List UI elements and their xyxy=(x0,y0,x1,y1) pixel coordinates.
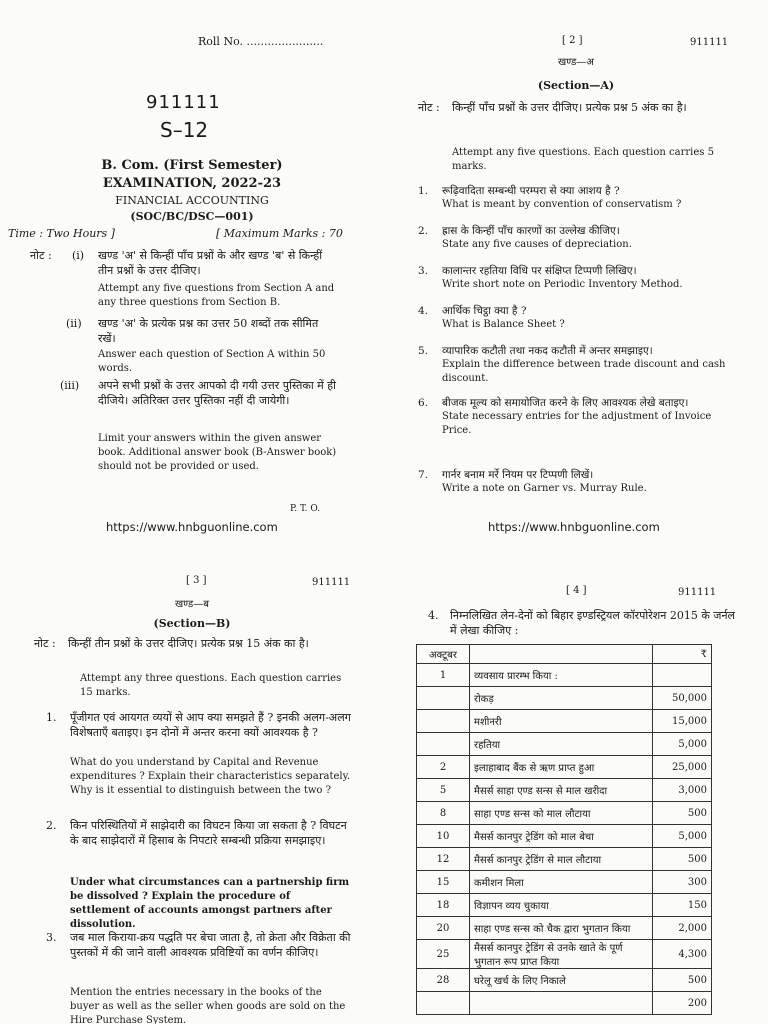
table-row xyxy=(417,871,712,894)
question-english: State any five causes of depreciation. xyxy=(442,239,632,250)
subject-code: (SOC/BC/DSC—001) xyxy=(130,210,254,223)
question-english: State necessary entries for the adjustment of Invoice Price. xyxy=(442,411,712,436)
cell-particulars: साहा एण्ड सन्स को माल लौटाया xyxy=(470,802,653,825)
question-item xyxy=(418,184,728,212)
cell-date: 10 xyxy=(417,825,470,848)
page-1 xyxy=(0,0,384,560)
cell-particulars: कमीशन मिला xyxy=(470,871,653,894)
table-row xyxy=(417,756,712,779)
instruction-number: (iii) xyxy=(60,379,80,392)
cell-amount: 50,000 xyxy=(653,687,712,710)
page-4 xyxy=(384,560,768,1024)
transactions-body xyxy=(417,664,712,1015)
cell-date: 18 xyxy=(417,894,470,917)
question-number: 2. xyxy=(418,225,429,237)
cell-date: 1 xyxy=(417,664,470,687)
question-item xyxy=(418,264,728,292)
course-title: B. Com. (First Semester) xyxy=(101,158,283,173)
question-number: 1. xyxy=(418,185,429,197)
cell-amount: 3,000 xyxy=(653,779,712,802)
cell-particulars: रहतिया xyxy=(470,733,653,756)
cell-amount xyxy=(653,664,712,687)
section-hindi-heading: खण्ड—ब xyxy=(175,599,209,610)
instruction-hindi: खण्ड 'अ' से किन्हीं पाँच प्रश्नों के और खण्ड 'ब' से किन्हीं तीन प्रश्नों के उत्तर दीजिए। xyxy=(98,249,323,277)
table-row xyxy=(417,825,712,848)
cell-particulars: रोकड़ xyxy=(470,687,653,710)
time-allowed: Time : Two Hours ] xyxy=(8,227,115,240)
instruction-english: Limit your answers within the given answer book. Additional answer book (B-Answer book) should not be provided or used. xyxy=(98,433,337,472)
instruction-number: (ii) xyxy=(66,317,82,330)
question-number: 4. xyxy=(418,305,429,317)
question-item xyxy=(418,468,728,496)
question-number: 5. xyxy=(418,345,429,357)
question-number: 6. xyxy=(418,397,429,409)
cell-particulars: घरेलू खर्च के लिए निकाले xyxy=(470,969,653,992)
instruction-english: Attempt any five questions from Section A and any three questions from Section B. xyxy=(98,283,335,308)
cell-amount: 15,000 xyxy=(653,710,712,733)
question-number: 7. xyxy=(418,469,429,481)
cell-amount: 500 xyxy=(653,848,712,871)
question-hindi: ह्रास के किन्हीं पाँच कारणों का उल्लेख कीजिए। xyxy=(442,225,620,237)
cell-particulars: मशीनरी xyxy=(470,710,653,733)
cell-date xyxy=(417,687,470,710)
question-number: 3. xyxy=(46,931,57,944)
cell-amount: 500 xyxy=(653,802,712,825)
table-row xyxy=(417,802,712,825)
table-row xyxy=(417,687,712,710)
question-hindi: व्यापारिक कटौती तथा नकद कटौती में अन्तर समझाइए। xyxy=(442,345,653,357)
cell-amount: 150 xyxy=(653,894,712,917)
table-row xyxy=(417,917,712,940)
question-english: Explain the difference between trade discount and cash discount. xyxy=(442,359,726,384)
cell-date: 28 xyxy=(417,969,470,992)
question-number: 1. xyxy=(46,711,57,724)
section-heading: (Section—B) xyxy=(153,617,231,630)
question-english: Mention the entries necessary in the books of the buyer as well as the seller when goods are sold on the Hire Purchase System. xyxy=(70,987,346,1024)
cell-date xyxy=(417,710,470,733)
section-heading: (Section—A) xyxy=(537,79,615,92)
question-english: What do you understand by Capital and Revenue expenditures ? Explain their characteristics separately. Why is it essential to distinguish between the two ? xyxy=(70,757,351,796)
column-header-date: अक्टूबर xyxy=(417,645,470,664)
cell-amount: 200 xyxy=(653,992,712,1015)
instruction-english: Answer each question of Section A within 50 words. xyxy=(98,349,326,374)
table-row xyxy=(417,733,712,756)
page-2 xyxy=(384,0,768,560)
cell-date: 15 xyxy=(417,871,470,894)
question-hindi: जब माल किराया-क्रय पद्धति पर बेचा जाता है, तो क्रेता और विक्रेता की पुस्तकों में की जाने वाली आवश्यक प्रविष्टियों का वर्णन कीजिए। xyxy=(70,931,351,959)
paper-code: 911111 xyxy=(678,587,717,598)
question-hindi: आर्थिक चिट्ठा क्या है ? xyxy=(442,305,527,317)
cell-particulars: विज्ञापन व्यय चुकाया xyxy=(470,894,653,917)
question-number: 2. xyxy=(46,819,57,832)
maximum-marks: [ Maximum Marks : 70 xyxy=(216,227,343,240)
pto-label: P. T. O. xyxy=(290,504,321,514)
instruction-hindi: खण्ड 'अ' के प्रत्येक प्रश्न का उत्तर 50 शब्दों तक सीमित रखें। xyxy=(98,317,319,345)
note-english: Attempt any five questions. Each question carries 5 marks. xyxy=(452,147,714,172)
note-label: नोट : xyxy=(30,249,52,262)
cell-amount: 5,000 xyxy=(653,825,712,848)
paper-code: 911111 xyxy=(146,92,221,113)
paper-code: 911111 xyxy=(312,577,351,588)
table-row xyxy=(417,992,712,1015)
roll-number-field: Roll No. ...................... xyxy=(198,35,324,48)
table-row xyxy=(417,664,712,687)
question-item xyxy=(418,396,728,438)
table-row xyxy=(417,940,712,969)
question-english: Write short note on Periodic Inventory Method. xyxy=(442,279,683,290)
cell-amount: 300 xyxy=(653,871,712,894)
question-hindi: किन परिस्थितियों में साझेदारी का विघटन किया जा सकता है ? विघटन के बाद साझेदारों में हिसाब के निपटारे सम्बन्धी प्रक्रिया समझाइए। xyxy=(70,819,347,847)
page-3 xyxy=(0,560,384,1024)
question-english: What is Balance Sheet ? xyxy=(442,319,565,330)
cell-date: 12 xyxy=(417,848,470,871)
question-hindi: रूढ़िवादिता सम्बन्धी परम्परा से क्या आशय है ? xyxy=(442,185,620,197)
cell-date xyxy=(417,733,470,756)
question-english: Under what circumstances can a partnership firm be dissolved ? Explain the procedure of settlement of accounts amongst partners after dissolution. xyxy=(70,877,350,930)
cell-particulars: साहा एण्ड सन्स को चैक द्वारा भुगतान किया xyxy=(470,917,653,940)
cell-particulars xyxy=(470,992,653,1015)
cell-amount: 5,000 xyxy=(653,733,712,756)
table-row xyxy=(417,894,712,917)
cell-particulars: मैसर्स कानपुर ट्रेडिंग से उनके खाते के पूर्ण भुगतान रूप प्राप्त किया xyxy=(470,940,653,969)
note-hindi: किन्हीं पाँच प्रश्नों के उत्तर दीजिए। प्रत्येक प्रश्न 5 अंक का है। xyxy=(452,101,687,114)
table-row xyxy=(417,969,712,992)
cell-particulars: व्यवसाय प्रारम्भ किया : xyxy=(470,664,653,687)
cell-amount: 4,300 xyxy=(653,940,712,969)
table-row xyxy=(417,710,712,733)
question-hindi: गार्नर बनाम मर्रे नियम पर टिप्पणी लिखें। xyxy=(442,469,594,481)
table-row xyxy=(417,848,712,871)
question-hindi: निम्नलिखित लेन-देनों को बिहार इण्डस्ट्रियल कॉरपोरेशन 2015 के जर्नल में लेखा कीजिए : xyxy=(450,609,736,637)
note-english: Attempt any three questions. Each question carries 15 marks. xyxy=(80,673,342,698)
note-label: नोट : xyxy=(418,101,440,114)
section-hindi-heading: खण्ड—अ xyxy=(558,57,594,68)
note-hindi: किन्हीं तीन प्रश्नों के उत्तर दीजिए। प्रत्येक प्रश्न 15 अंक का है। xyxy=(68,637,309,650)
cell-date: 2 xyxy=(417,756,470,779)
exam-title: EXAMINATION, 2022-23 xyxy=(102,176,282,191)
cell-date: 5 xyxy=(417,779,470,802)
cell-date xyxy=(417,992,470,1015)
cell-particulars: इलाहाबाद बैंक से ऋण प्राप्त हुआ xyxy=(470,756,653,779)
cell-amount: 2,000 xyxy=(653,917,712,940)
website-url: https://www.hnbguonline.com xyxy=(488,520,660,534)
cell-particulars: मैसर्स कानपुर ट्रेडिंग से माल लौटाया xyxy=(470,848,653,871)
transactions-table xyxy=(416,644,712,1015)
note-label: नोट : xyxy=(34,637,56,650)
instruction-hindi: अपने सभी प्रश्नों के उत्तर आपको दी गयी उत्तर पुस्तिका में ही दीजिये। अतिरिक्त उत्तर पुस्तिका नहीं दी जायेगी। xyxy=(98,379,336,407)
question-item xyxy=(418,224,728,252)
page-number: [ 3 ] xyxy=(186,575,207,586)
series-code: S–12 xyxy=(160,118,209,142)
cell-particulars: मैसर्स साहा एण्ड सन्स से माल खरीदा xyxy=(470,779,653,802)
instruction-number: (i) xyxy=(72,249,85,262)
question-hindi: कालान्तर रहतिया विधि पर संक्षिप्त टिप्पणी लिखिए। xyxy=(442,265,637,277)
column-header-particulars xyxy=(470,645,653,664)
cell-amount: 500 xyxy=(653,969,712,992)
question-english: What is meant by convention of conservatism ? xyxy=(442,199,682,210)
question-number: 3. xyxy=(418,265,429,277)
question-english: Write a note on Garner vs. Murray Rule. xyxy=(442,483,647,494)
website-url: https://www.hnbguonline.com xyxy=(106,520,278,534)
cell-date: 20 xyxy=(417,917,470,940)
question-hindi: बीजक मूल्य को समायोजित करने के लिए आवश्यक लेखे बताइए। xyxy=(442,397,689,409)
question-number: 4. xyxy=(428,609,439,622)
subject-title: FINANCIAL ACCOUNTING xyxy=(115,194,269,207)
table-row xyxy=(417,779,712,802)
question-item xyxy=(418,344,728,386)
page-number: [ 4 ] xyxy=(566,585,587,596)
question-item xyxy=(418,304,728,332)
question-hindi: पूँजीगत एवं आयगत व्ययों से आप क्या समझते हैं ? इनकी अलग-अलग विशेषताएँ बताइए। इन दोनों में अन्तर करना क्यों आवश्यक है ? xyxy=(70,711,351,739)
cell-date: 8 xyxy=(417,802,470,825)
cell-date: 25 xyxy=(417,940,470,969)
cell-amount: 25,000 xyxy=(653,756,712,779)
table-header-row xyxy=(417,645,712,664)
section-a-questions xyxy=(418,184,728,524)
page-number: [ 2 ] xyxy=(562,35,583,46)
column-header-amount: ₹ xyxy=(653,645,712,664)
cell-particulars: मैसर्स कानपुर ट्रेडिंग को माल बेचा xyxy=(470,825,653,848)
paper-code: 911111 xyxy=(690,37,729,48)
